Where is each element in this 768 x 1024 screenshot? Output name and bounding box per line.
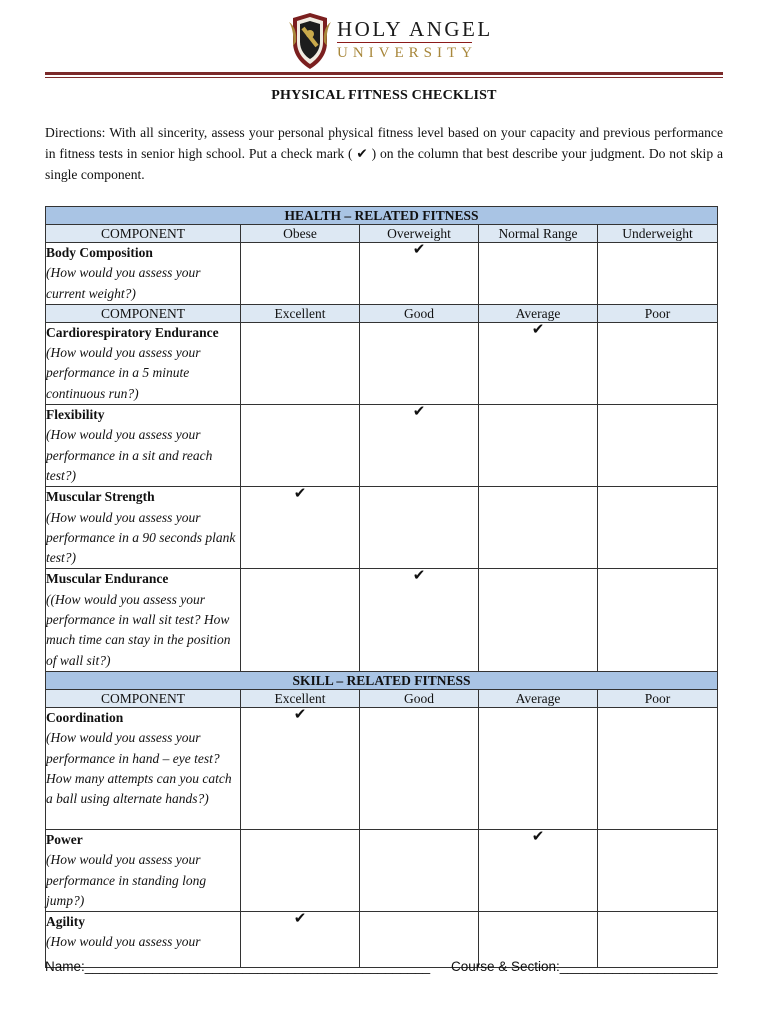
component-cell — [46, 707, 241, 829]
rating-column-header: Poor — [598, 304, 718, 322]
header-rule-thin — [45, 77, 723, 78]
component-name: Flexibility — [46, 407, 105, 423]
university-name-line2: UNIVERSITY — [337, 45, 477, 61]
rating-column-header: Poor — [598, 689, 718, 707]
rating-checkbox-cell[interactable] — [479, 829, 598, 911]
component-column-header: COMPONENT — [46, 689, 241, 707]
university-wordmark — [337, 18, 493, 62]
rating-column-header: Excellent — [241, 689, 360, 707]
rating-checkbox-cell[interactable] — [598, 487, 718, 569]
component-name: Power — [46, 831, 83, 847]
check-mark-icon: ✔ — [293, 911, 307, 928]
component-row — [46, 569, 718, 671]
component-question: (How would you assess your performance in hand – eye test? How many attempts can you catch a ball using alternate hands?) — [46, 730, 232, 807]
rating-checkbox-cell[interactable] — [479, 243, 598, 305]
rating-checkbox-cell[interactable] — [598, 569, 718, 671]
component-question: (How would you assess your performance in a 5 minute continuous run?) — [46, 345, 201, 401]
rating-checkbox-cell[interactable] — [479, 487, 598, 569]
rating-checkbox-cell[interactable] — [479, 707, 598, 829]
directions-paragraph: Directions: With all sincerity, assess your personal physical fitness level based on your capacity and previous performance in fitness tests in senior high school. Put a check mark ( ✔ ) on the column that best describe your judgment. Do not skip a single component. — [45, 125, 723, 182]
component-row — [46, 707, 718, 829]
component-name: Coordination — [46, 709, 124, 725]
component-name: Muscular Strength — [46, 489, 155, 505]
check-mark-icon: ✔ — [412, 242, 426, 258]
check-mark-icon: ✔ — [293, 486, 307, 503]
rating-checkbox-cell[interactable] — [479, 569, 598, 671]
rating-checkbox-cell[interactable] — [241, 707, 360, 829]
check-mark-icon: ✔ — [412, 568, 426, 585]
component-cell — [46, 243, 241, 305]
component-column-header: COMPONENT — [46, 225, 241, 243]
check-mark-icon: ✔ — [412, 404, 426, 421]
component-row — [46, 243, 718, 305]
header-rule-thick — [45, 72, 723, 75]
rating-checkbox-cell[interactable] — [241, 829, 360, 911]
rating-checkbox-cell[interactable] — [598, 322, 718, 404]
component-row — [46, 487, 718, 569]
page-title: PHYSICAL FITNESS CHECKLIST — [271, 88, 497, 103]
rating-column-header: Obese — [241, 225, 360, 243]
rating-column-header: Average — [479, 304, 598, 322]
component-cell — [46, 829, 241, 911]
rating-checkbox-cell[interactable] — [598, 707, 718, 829]
component-row — [46, 829, 718, 911]
wordmark-divider — [337, 42, 472, 43]
rating-checkbox-cell[interactable] — [360, 569, 479, 671]
skill-rating-column-header-row — [46, 689, 718, 707]
rating-checkbox-cell[interactable] — [598, 243, 718, 305]
component-name: Cardiorespiratory Endurance — [46, 324, 219, 340]
rating-column-header: Good — [360, 689, 479, 707]
component-row — [46, 322, 718, 404]
component-question: ((How would you assess your performance in wall sit test? How much time can stay in the position of wall sit?) — [46, 591, 231, 668]
rating-column-header: Average — [479, 689, 598, 707]
component-row — [46, 405, 718, 487]
component-cell — [46, 322, 241, 404]
component-name: Agility — [46, 914, 85, 930]
rating-checkbox-cell[interactable] — [241, 405, 360, 487]
rating-column-header: Good — [360, 304, 479, 322]
rating-checkbox-cell[interactable] — [598, 405, 718, 487]
component-name: Body Composition — [46, 245, 153, 260]
skill-related-fitness-header: SKILL – RELATED FITNESS — [46, 671, 718, 689]
rating-checkbox-cell[interactable] — [360, 829, 479, 911]
check-mark-icon: ✔ — [531, 828, 545, 845]
fitness-checklist-table — [45, 206, 718, 968]
university-name-line1: HOLY ANGEL — [337, 17, 493, 41]
rating-checkbox-cell[interactable] — [360, 487, 479, 569]
component-cell — [46, 487, 241, 569]
rating-column-header: Normal Range — [479, 225, 598, 243]
course-section-field-label[interactable]: Course & Section:_____________________ — [451, 959, 718, 974]
name-field-label[interactable]: Name:______________________________________________ — [45, 959, 431, 974]
component-question: (How would you assess your performance in a 90 seconds plank test?) — [46, 509, 236, 566]
rating-checkbox-cell[interactable] — [241, 243, 360, 305]
body-composition-column-header-row — [46, 225, 718, 243]
rating-checkbox-cell[interactable] — [479, 322, 598, 404]
rating-checkbox-cell[interactable] — [360, 405, 479, 487]
rating-checkbox-cell[interactable] — [360, 243, 479, 305]
component-question: (How would you assess your current weight?) — [46, 265, 201, 301]
rating-checkbox-cell[interactable] — [360, 707, 479, 829]
university-seal-icon — [287, 12, 333, 70]
rating-checkbox-cell[interactable] — [241, 487, 360, 569]
component-cell — [46, 569, 241, 671]
component-cell — [46, 405, 241, 487]
health-rating-column-header-row — [46, 304, 718, 322]
component-column-header: COMPONENT — [46, 304, 241, 322]
component-question: (How would you assess your performance in a sit and reach test?) — [46, 427, 213, 483]
rating-column-header: Overweight — [360, 225, 479, 243]
rating-column-header: Excellent — [241, 304, 360, 322]
rating-checkbox-cell[interactable] — [241, 569, 360, 671]
component-question: (How would you assess your — [46, 934, 201, 950]
component-question: (How would you assess your performance in standing long jump?) — [46, 852, 207, 908]
rating-checkbox-cell[interactable] — [598, 829, 718, 911]
health-related-fitness-header: HEALTH – RELATED FITNESS — [46, 207, 718, 225]
component-name: Muscular Endurance — [46, 571, 169, 587]
letterhead — [0, 0, 768, 80]
rating-checkbox-cell[interactable] — [360, 322, 479, 404]
check-mark-icon: ✔ — [293, 706, 307, 723]
rating-checkbox-cell[interactable] — [241, 322, 360, 404]
rating-column-header: Underweight — [598, 225, 718, 243]
rating-checkbox-cell[interactable] — [479, 405, 598, 487]
check-mark-icon: ✔ — [531, 321, 545, 338]
